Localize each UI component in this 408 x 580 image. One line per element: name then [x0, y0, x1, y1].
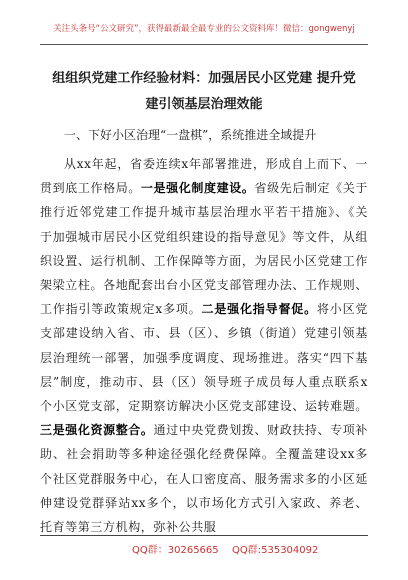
- bold-heading-3: 三是强化资源整合。: [40, 423, 154, 438]
- header-divider: [40, 44, 368, 45]
- paragraph-text: 通过中央党费划拨、财政扶持、专项补助、社会捐助等多种途径强化经费保障。全覆盖建设xx多个社区党群服务中心，在人口密度高、服务需求多的小区延伸建设党群驿站xx多个，以市场化方式引入家政、养老、托育等第三方机构，弥补公共服: [40, 423, 368, 535]
- document-title: 组组织党建工作经验材料：加强居民小区党建 提升党建引领基层治理效能: [52, 71, 356, 112]
- footer-qq-group-2: QQ群:535304092: [232, 545, 319, 556]
- section-heading: 一、下好小区治理“一盘棋”，系统推进全域提升: [64, 128, 317, 142]
- paragraph-text: 省级先后制定《关于推行近邻党建工作提升城市基层治理水平若干措施》、《关于加强城市居民小区党组织建设的指导意见》等文件，从组织设置、运行机制、工作保障等方面，为居民小区党建工作架梁立柱。各地配套出台小区党支部管理办法、工作规则、工作指引等政策规定x多项。: [40, 181, 368, 317]
- body-paragraph: [40, 152, 368, 539]
- paragraph-text: 从xx年起，省委连续x年部署推进，形成自上而下、一贯到底工作格局。: [40, 157, 368, 196]
- bold-heading-2: 二是强化指导督促。: [201, 302, 317, 317]
- footer-qq-group-1: QQ群：30265665: [132, 545, 219, 556]
- promo-header: 关注头条号“公文研究”，获得最新最全最专业的公文资料库！微信：gongwenyj: [53, 24, 355, 34]
- paragraph-text: 将小区党支部建设纳入省、市、县（区）、乡镇（街道）党建引领基层治理统一部署，加强季度调度、现场推进。落实“四下基层”制度，推动市、县（区）领导班子成员每人重点联系x个小区党支部，定期察访解决小区党支部建设、运转难题。: [40, 302, 368, 414]
- footer-bar: [40, 535, 368, 556]
- bold-heading-1: 一是强化制度建设。: [140, 181, 255, 196]
